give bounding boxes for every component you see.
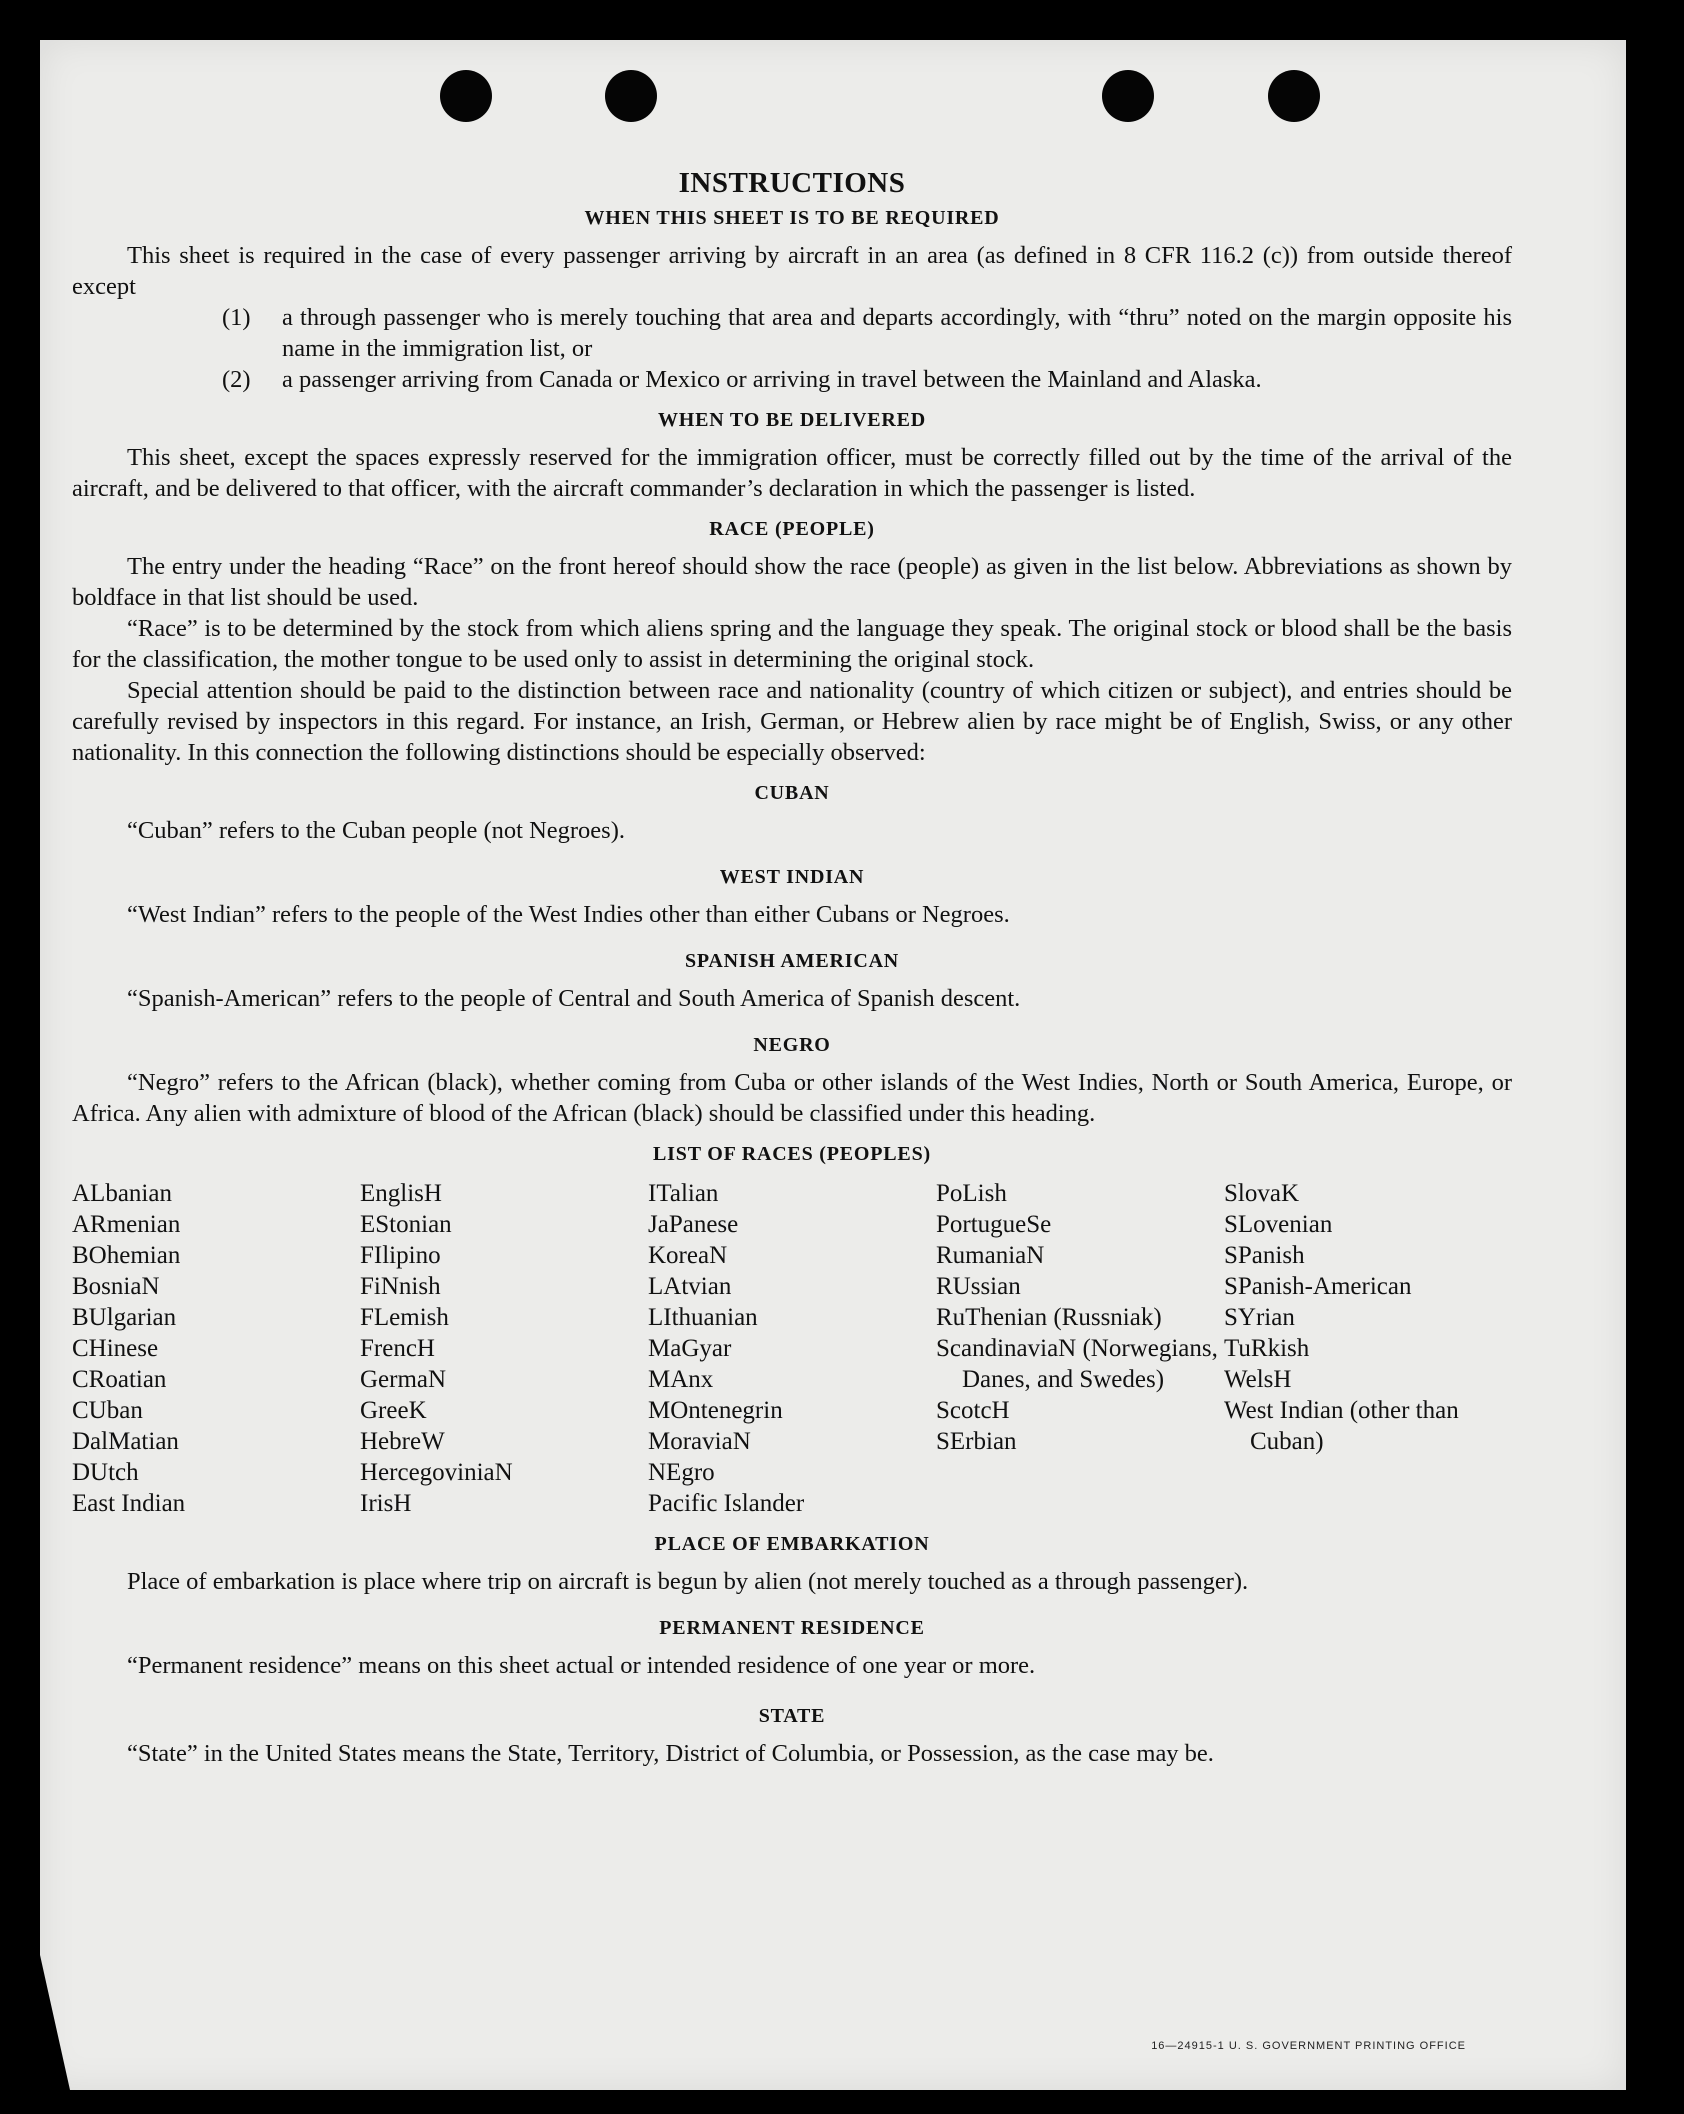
item-text: a passenger arriving from Canada or Mexico or arriving in travel between the Mainland and Alaska. xyxy=(282,366,1262,393)
race-entry: KoreaN xyxy=(648,1242,728,1269)
punch-hole xyxy=(440,70,492,122)
race-entry: ARmenian xyxy=(72,1211,181,1238)
race-entry: CUban xyxy=(72,1397,143,1424)
race-entry: HebreW xyxy=(360,1428,445,1455)
race-entry: JaPanese xyxy=(648,1211,739,1238)
race-entry: MoraviaN xyxy=(648,1428,751,1455)
paragraph-state: “State” in the United States means the State, Territory, District of Columbia, or Possession, as the case may be. xyxy=(127,1740,1214,1767)
torn-corner xyxy=(40,1955,70,2090)
race-entry: WelsH xyxy=(1224,1366,1292,1393)
paragraph-embarkation: Place of embarkation is place where trip on aircraft is begun by alien (not merely touched as a through passenger). xyxy=(127,1568,1249,1595)
race-entry: RuThenian (Russniak) xyxy=(936,1304,1162,1331)
race-entry: SYrian xyxy=(1224,1304,1295,1331)
heading-spanish-american: SPANISH AMERICAN xyxy=(684,950,900,972)
document-sheet xyxy=(40,40,1626,2090)
heading-permanent-residence: PERMANENT RESIDENCE xyxy=(659,1617,925,1639)
race-entry: SLovenian xyxy=(1224,1211,1333,1238)
list-item xyxy=(222,302,1512,364)
race-entry: ALbanian xyxy=(72,1180,172,1207)
race-entry: ScotcH xyxy=(936,1397,1010,1424)
heading-when-required: WHEN THIS SHEET IS TO BE REQUIRED xyxy=(584,207,1000,229)
race-entry: BUlgarian xyxy=(72,1304,177,1331)
races-list xyxy=(72,1178,1512,1519)
race-entry: MAnx xyxy=(648,1366,714,1393)
item-number: (1) xyxy=(222,304,251,331)
item-text: a through passenger who is merely touching that area and departs accordingly, with “thru” noted on the margin opposite his name in the immigration list, or xyxy=(282,304,1512,362)
race-entry: FIlipino xyxy=(360,1242,441,1269)
race-entry: PortugueSe xyxy=(936,1211,1052,1238)
race-entry: RumaniaN xyxy=(936,1242,1045,1269)
race-entry: MaGyar xyxy=(648,1335,732,1362)
heading-cuban: CUBAN xyxy=(754,782,830,804)
heading-embarkation: PLACE OF EMBARKATION xyxy=(654,1533,930,1555)
races-column xyxy=(72,1178,360,1519)
race-entry: DalMatian xyxy=(72,1428,179,1455)
list-item xyxy=(222,364,1512,395)
heading-west-indian: WEST INDIAN xyxy=(719,866,865,888)
race-entry: DUtch xyxy=(72,1459,139,1486)
race-entry: SlovaK xyxy=(1224,1180,1299,1207)
race-entry: GreeK xyxy=(360,1397,427,1424)
race-entry: East Indian xyxy=(72,1490,186,1517)
race-entry: RUssian xyxy=(936,1273,1021,1300)
heading-state: STATE xyxy=(758,1705,826,1727)
race-entry: FrencH xyxy=(360,1335,435,1362)
race-entry: BosniaN xyxy=(72,1273,160,1300)
race-entry: LAtvian xyxy=(648,1273,732,1300)
race-entry: NEgro xyxy=(648,1459,715,1486)
punch-hole xyxy=(1102,70,1154,122)
heading-when-delivered: WHEN TO BE DELIVERED xyxy=(657,409,927,431)
page-title: INSTRUCTIONS xyxy=(678,167,906,199)
paragraph-when-delivered: This sheet, except the spaces expressly reserved for the immigration officer, must be correctly filled out by the time of the arrival of the aircraft, and be delivered to that officer, with the aircraft commander’s declaration in which the passenger is listed. xyxy=(72,444,1512,502)
punch-hole xyxy=(605,70,657,122)
race-entry: SErbian xyxy=(936,1428,1017,1455)
paragraph-race-1: The entry under the heading “Race” on the front hereof should show the race (people) as given in the list below. Abbreviations as shown by boldface in that list should be used. xyxy=(72,553,1512,611)
race-entry: EStonian xyxy=(360,1211,452,1238)
races-column xyxy=(648,1178,936,1519)
race-entry: EnglisH xyxy=(360,1180,442,1207)
paragraph-permanent-residence: “Permanent residence” means on this sheet actual or intended residence of one year or more. xyxy=(127,1652,1036,1679)
race-entry: FiNnish xyxy=(360,1273,441,1300)
document-body xyxy=(72,168,1512,1769)
paragraph-cuban: “Cuban” refers to the Cuban people (not Negroes). xyxy=(127,817,625,844)
race-entry: Pacific Islander xyxy=(648,1490,805,1517)
race-entry: West Indian (other than Cuban) xyxy=(1224,1397,1459,1455)
race-entry: CHinese xyxy=(72,1335,159,1362)
race-entry: LIthuanian xyxy=(648,1304,758,1331)
race-entry: ITalian xyxy=(648,1180,719,1207)
race-entry: SPanish-American xyxy=(1224,1273,1412,1300)
races-column xyxy=(1224,1178,1524,1519)
paragraph-when-required: This sheet is required in the case of every passenger arriving by aircraft in an area (as defined in 8 CFR 116.2 (c)) from outside thereof except xyxy=(72,242,1512,300)
paragraph-race-3: Special attention should be paid to the distinction between race and nationality (country of which citizen or subject), and entries should be carefully revised by inspectors in this regard. For instance, an Irish, German, or Hebrew alien by race might be of English, Swiss, or any other nationality. In this connection the following distinctions should be especially observed: xyxy=(72,677,1512,766)
heading-list-of-races: LIST OF RACES (PEOPLES) xyxy=(653,1143,931,1165)
paragraph-spanish-american: “Spanish-American” refers to the people of Central and South America of Spanish descent. xyxy=(127,985,1021,1012)
paragraph-race-2: “Race” is to be determined by the stock from which aliens spring and the language they speak. The original stock or blood shall be the basis for the classification, the mother tongue to be used only to assist in determining the original stock. xyxy=(72,615,1512,673)
printing-office-code: 16—24915-1 U. S. GOVERNMENT PRINTING OFFICE xyxy=(1151,2040,1466,2052)
paragraph-west-indian: “West Indian” refers to the people of the West Indies other than either Cubans or Negroes. xyxy=(127,901,1010,928)
paragraph-negro: “Negro” refers to the African (black), whether coming from Cuba or other islands of the West Indies, North or South America, Europe, or Africa. Any alien with admixture of blood of the African (black) should be classified under this heading. xyxy=(72,1069,1512,1127)
item-number: (2) xyxy=(222,366,251,393)
race-entry: GermaN xyxy=(360,1366,447,1393)
races-column xyxy=(360,1178,648,1519)
race-entry: MOntenegrin xyxy=(648,1397,783,1424)
race-entry: TuRkish xyxy=(1224,1335,1310,1362)
heading-negro: NEGRO xyxy=(753,1034,831,1056)
race-entry: BOhemian xyxy=(72,1242,181,1269)
race-entry: HercegoviniaN xyxy=(360,1459,513,1486)
race-entry: PoLish xyxy=(936,1180,1007,1207)
heading-race: RACE (PEOPLE) xyxy=(709,518,875,540)
races-column xyxy=(936,1178,1224,1519)
race-entry: FLemish xyxy=(360,1304,449,1331)
race-entry: SPanish xyxy=(1224,1242,1305,1269)
race-entry: IrisH xyxy=(360,1490,412,1517)
punch-hole xyxy=(1268,70,1320,122)
race-entry: CRoatian xyxy=(72,1366,167,1393)
race-entry: ScandinaviaN (Norwegians, Danes, and Swedes) xyxy=(936,1335,1218,1393)
